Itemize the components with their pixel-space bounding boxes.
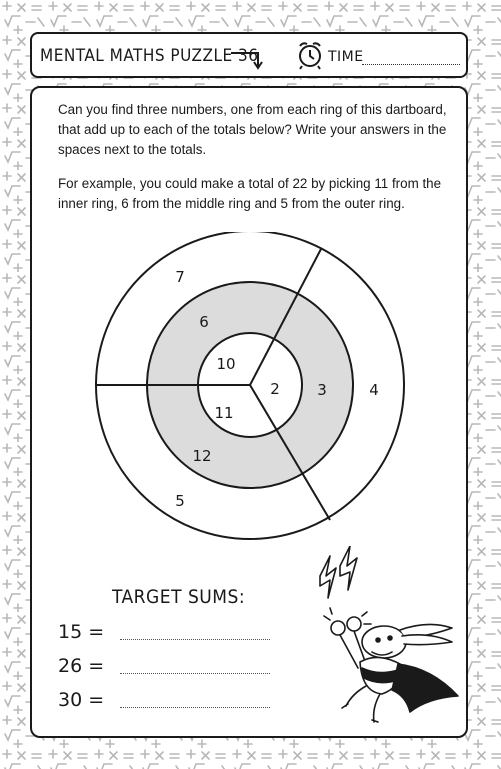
middle-ring-number: 3: [317, 381, 327, 399]
puzzle-panel: [30, 86, 468, 738]
instructions-text: Can you find three numbers, one from each ring of this dartboard, that add up to each of the totals below? Write your answers in the spaces next to the totals.: [58, 102, 447, 157]
outer-ring-number: 5: [175, 492, 185, 510]
dartboard: [94, 232, 406, 544]
time-label: TIME: [328, 49, 364, 65]
target-sum-label: 30 =: [58, 689, 105, 711]
example-text: For example, you could make a total of 22 by picking 11 from the inner ring, 6 from the middle ring and 5 from the outer ring.: [58, 176, 442, 211]
inner-ring-number: 10: [216, 355, 236, 373]
header-bar: [30, 32, 468, 78]
inner-ring-number: 11: [214, 404, 234, 422]
arrow-down-right-icon: [230, 44, 264, 70]
answer-field[interactable]: [120, 707, 270, 708]
answer-field[interactable]: [120, 673, 270, 674]
outer-ring-number: 7: [175, 268, 185, 286]
page-title: MENTAL MATHS PUZZLE 36: [40, 46, 259, 66]
superhero-rabbit-illustration: [302, 546, 462, 726]
outer-ring-number: 4: [369, 381, 379, 399]
target-sum-label: 15 =: [58, 621, 105, 643]
inner-ring-number: 2: [270, 380, 280, 398]
middle-ring-number: 12: [192, 447, 212, 465]
alarm-clock-icon: [296, 40, 324, 70]
target-sums-heading: TARGET SUMS:: [112, 586, 246, 608]
target-sum-label: 26 =: [58, 655, 105, 677]
time-answer-field[interactable]: [362, 64, 460, 65]
middle-ring-number: 6: [199, 313, 209, 331]
answer-field[interactable]: [120, 639, 270, 640]
